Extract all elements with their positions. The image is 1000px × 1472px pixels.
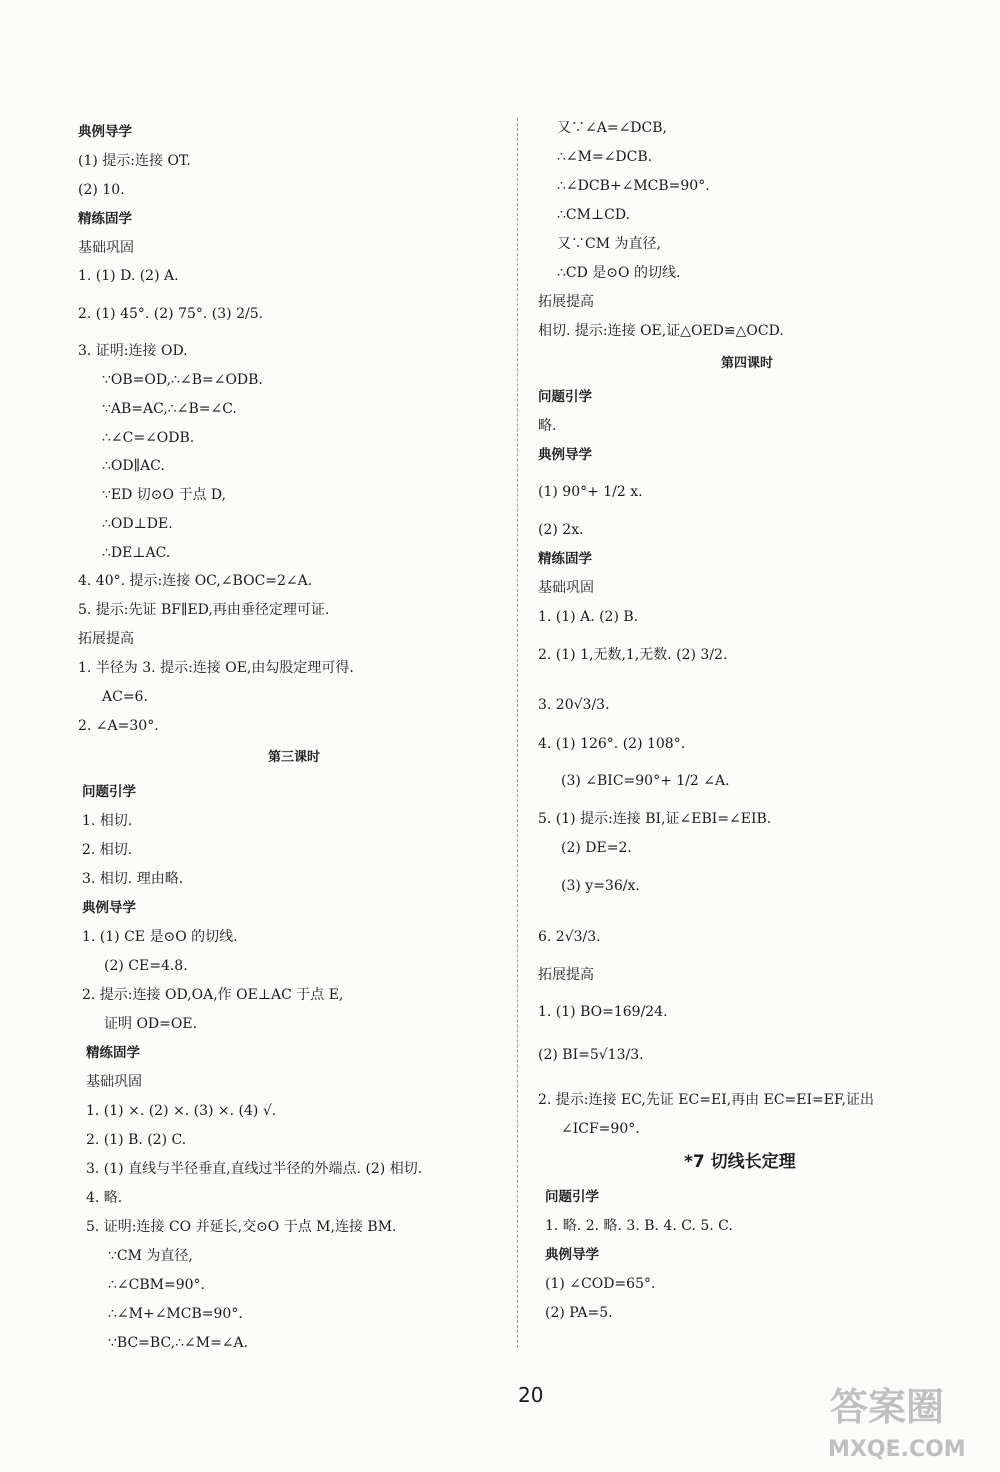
proof-line: ∵AB=AC,∴∠B=∠C. [102, 401, 237, 417]
proof-line: ∴∠M=∠DCB. [557, 149, 653, 165]
answer-line: (1) 提示:连接 OT. [78, 153, 191, 169]
lesson-title: 第四课时 [721, 356, 774, 371]
answer-line: 2. 提示:连接 OD,OA,作 OE⊥AC 于点 E, [82, 987, 344, 1003]
answer-line: (1) 90°+ 1/2 x. [538, 484, 643, 500]
proof-line: ∵ED 切⊙O 于点 D, [102, 487, 227, 503]
heading: 典例导学 [78, 124, 132, 140]
heading: 精练固学 [78, 211, 132, 227]
answer-line: 2. 提示:连接 EC,先证 EC=EI,再由 EC=EI=EF,证出 [538, 1092, 874, 1108]
answer-line: 2. (1) B. (2) C. [86, 1132, 187, 1148]
answer-line: 6. 2√3/3. [538, 929, 601, 945]
proof-line: ∴∠DCB+∠MCB=90°. [557, 178, 710, 194]
answer-line: 3. 证明:连接 OD. [78, 343, 188, 359]
proof-line: ∴OD∥AC. [102, 458, 165, 474]
answer-line: 3. (1) 直线与半径垂直,直线过半径的外端点. (2) 相切. [86, 1161, 423, 1177]
proof-line: ∵CM 为直径, [108, 1248, 193, 1264]
answer-line: 证明 OD=OE. [104, 1016, 198, 1032]
answer-line: 1. 相切. [82, 813, 133, 829]
heading: 典例导学 [82, 900, 136, 916]
answer-line: (2) 2x. [538, 522, 584, 538]
subheading: 基础巩固 [538, 580, 594, 596]
proof-line: 又∵CM 为直径, [557, 236, 661, 252]
answer-line: (3) y=36/x. [561, 878, 640, 894]
answer-line: 1. (1) A. (2) B. [538, 609, 639, 625]
answer-line: (2) 10. [78, 182, 125, 198]
subheading: 基础巩固 [86, 1074, 142, 1090]
watermark-logo [822, 1372, 982, 1464]
subheading: 拓展提高 [538, 294, 594, 310]
answer-line: 3. 相切. 理由略. [82, 871, 184, 887]
proof-line: ∴∠CBM=90°. [108, 1277, 205, 1293]
answer-line: 4. 40°. 提示:连接 OC,∠BOC=2∠A. [78, 573, 313, 589]
answer-line: (2) DE=2. [561, 840, 632, 856]
answer-line: 1. (1) D. (2) A. [78, 268, 179, 284]
proof-line: ∴DE⊥AC. [102, 545, 171, 561]
heading: 精练固学 [538, 551, 592, 567]
answer-line: 5. 证明:连接 CO 并延长,交⊙O 于点 M,连接 BM. [86, 1219, 397, 1235]
column-divider [517, 118, 518, 1348]
proof-line: ∵OB=OD,∴∠B=∠ODB. [102, 372, 263, 388]
watermark-top-text: 答案圈 [830, 1385, 945, 1429]
proof-line: 又∵∠A=∠DCB, [557, 120, 667, 136]
answer-line: 相切. 提示:连接 OE,证△OED≌△OCD. [538, 323, 784, 339]
answer-line: (1) ∠COD=65°. [545, 1276, 656, 1292]
heading: 问题引学 [538, 389, 592, 405]
page-number: 20 [518, 1383, 544, 1407]
answer-line: 1. (1) BO=169/24. [538, 1004, 668, 1020]
subheading: 拓展提高 [78, 631, 134, 647]
answer-line: 1. 半径为 3. 提示:连接 OE,由勾股定理可得. [78, 660, 354, 676]
answer-line: 2. (1) 1,无数,1,无数. (2) 3/2. [538, 647, 728, 663]
watermark-bottom-text: MXQE.COM [828, 1437, 966, 1462]
subheading: 基础巩固 [78, 240, 134, 256]
heading: 典例导学 [545, 1247, 599, 1263]
answer-line: 5. 提示:先证 BF∥ED,再由垂径定理可证. [78, 602, 330, 618]
answer-line: 1. 略. 2. 略. 3. B. 4. C. 5. C. [545, 1218, 733, 1234]
heading: 问题引学 [545, 1189, 599, 1205]
proof-line: ∴∠C=∠ODB. [102, 430, 195, 446]
answer-line: 1. (1) CE 是⊙O 的切线. [82, 929, 238, 945]
heading: 问题引学 [82, 784, 136, 800]
answer-line: (2) CE=4.8. [104, 958, 188, 974]
answer-line: AC=6. [102, 689, 148, 705]
lesson-title: 第三课时 [268, 750, 321, 765]
answer-line: 1. (1) ×. (2) ×. (3) ×. (4) √. [86, 1103, 277, 1119]
answer-line: ∠ICF=90°. [561, 1121, 640, 1137]
answer-line: (2) PA=5. [545, 1305, 613, 1321]
proof-line: ∴∠M+∠MCB=90°. [108, 1306, 243, 1322]
answer-line: 2. 相切. [82, 842, 133, 858]
proof-line: ∵BC=BC,∴∠M=∠A. [108, 1335, 249, 1351]
heading: 精练固学 [86, 1045, 140, 1061]
answer-line: 2. (1) 45°. (2) 75°. (3) 2/5. [78, 306, 264, 322]
answer-line: 4. (1) 126°. (2) 108°. [538, 736, 686, 752]
answer-line: 3. 20√3/3. [538, 697, 610, 713]
proof-line: ∴CM⊥CD. [557, 207, 631, 223]
answer-line: 5. (1) 提示:连接 BI,证∠EBI=∠EIB. [538, 811, 772, 827]
proof-line: ∴CD 是⊙O 的切线. [557, 265, 681, 281]
answer-line: (3) ∠BIC=90°+ 1/2 ∠A. [561, 773, 730, 789]
heading: 典例导学 [538, 447, 592, 463]
section-title: *7 切线长定理 [684, 1152, 796, 1172]
proof-line: ∴OD⊥DE. [102, 516, 173, 532]
answer-line: 4. 略. [86, 1190, 123, 1206]
answer-line: 略. [538, 418, 557, 434]
subheading: 拓展提高 [538, 967, 594, 983]
answer-line: 2. ∠A=30°. [78, 718, 159, 734]
answer-line: (2) BI=5√13/3. [538, 1047, 644, 1063]
